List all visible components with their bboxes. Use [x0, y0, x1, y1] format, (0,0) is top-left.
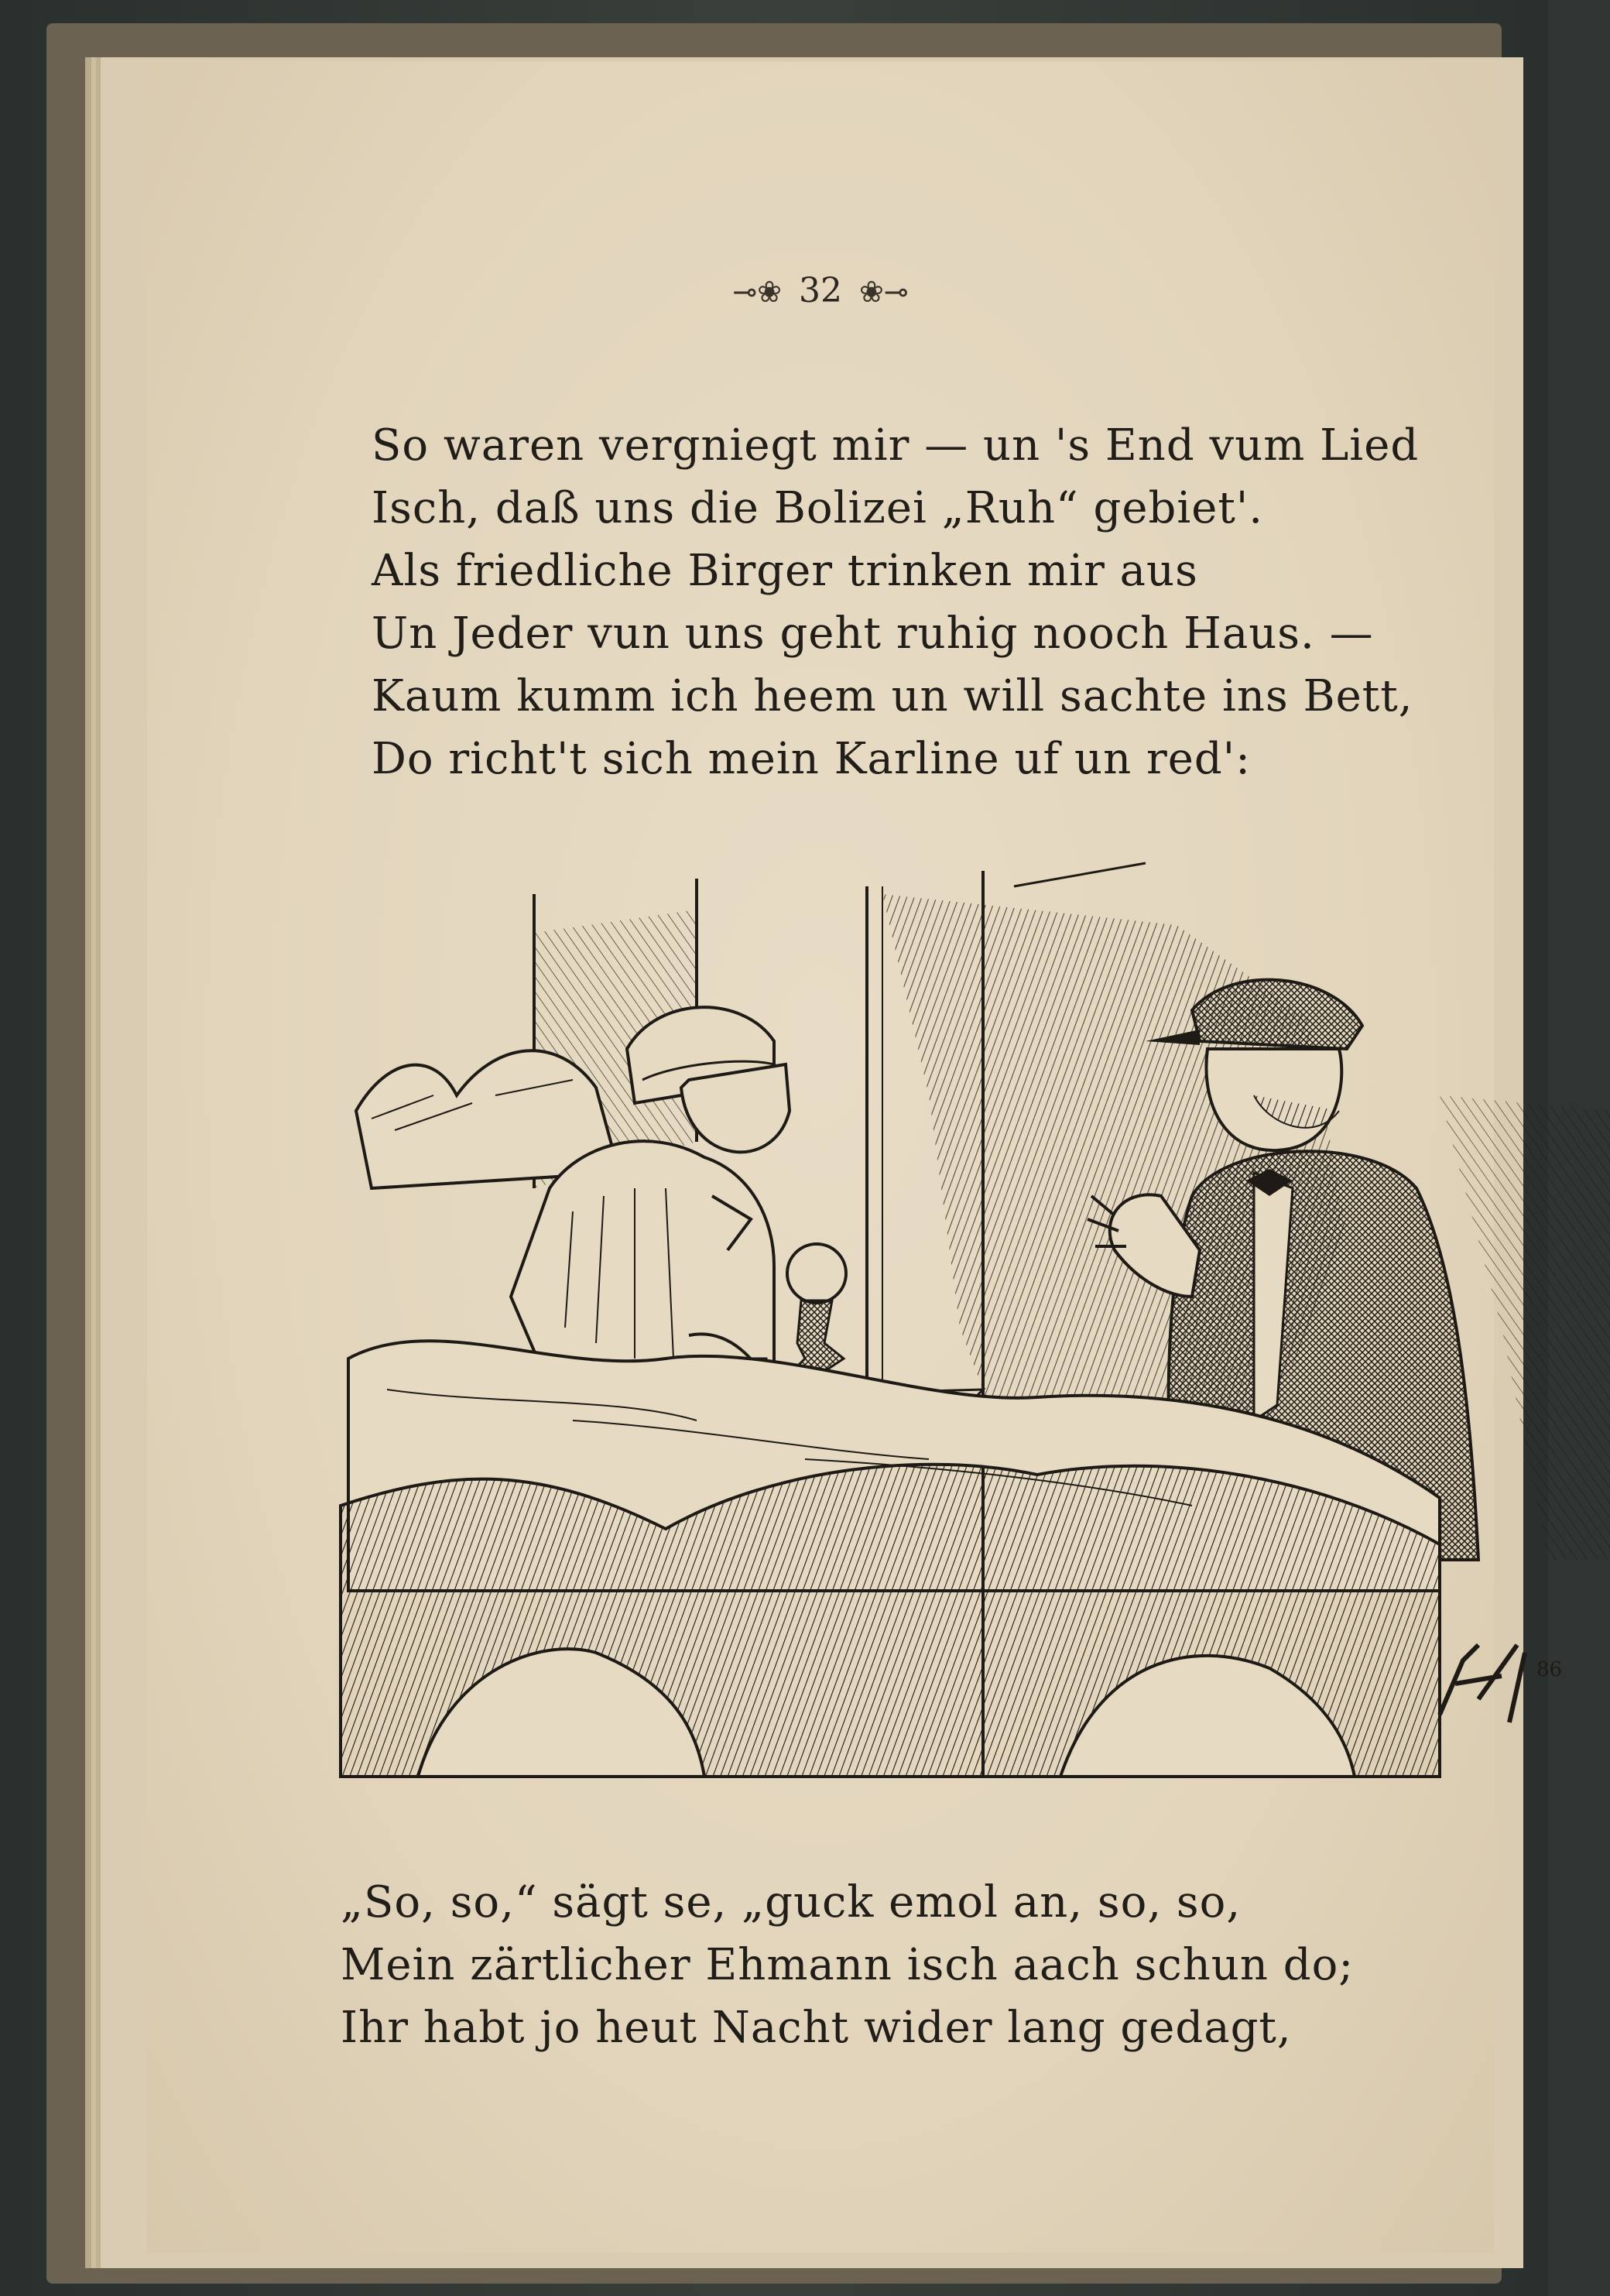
verse-top — [372, 414, 1455, 790]
book-page — [147, 62, 1563, 2253]
verse-line: Un Jeder vun uns geht ruhig nooch Haus. — — [372, 608, 1374, 659]
verse-line: Kaum kumm ich heem un will sachte ins Bett, — [372, 671, 1413, 721]
verse-line: Mein zärtlicher Ehmann isch aach schun do; — [341, 1940, 1355, 1990]
verse-line: „So, so,“ sägt se, „guck emol an, so, so, — [341, 1877, 1242, 1928]
verse-bottom — [341, 1871, 1463, 2059]
ornament-left-icon: ⊸❀ — [732, 275, 782, 309]
verse-line: So waren vergniegt mir — un 's End vum Lied — [372, 420, 1420, 471]
page-number: 32 — [799, 271, 842, 310]
page-header — [147, 271, 1494, 310]
verse-line: Do richt't sich mein Karline uf un red': — [372, 734, 1251, 784]
signature-year: 86 — [1536, 1658, 1563, 1681]
verse-line: Ihr habt jo heut Nacht wider lang gedagt, — [341, 2003, 1292, 2053]
verse-line: Als friedliche Birger trinken mir aus — [372, 546, 1198, 596]
ornament-right-icon: ❀⊸ — [859, 275, 909, 309]
artist-signature — [1440, 1645, 1562, 1722]
engraving-illustration — [341, 863, 1610, 1823]
verse-line: Isch, daß uns die Bolizei „Ruh“ gebiet'. — [372, 483, 1264, 533]
